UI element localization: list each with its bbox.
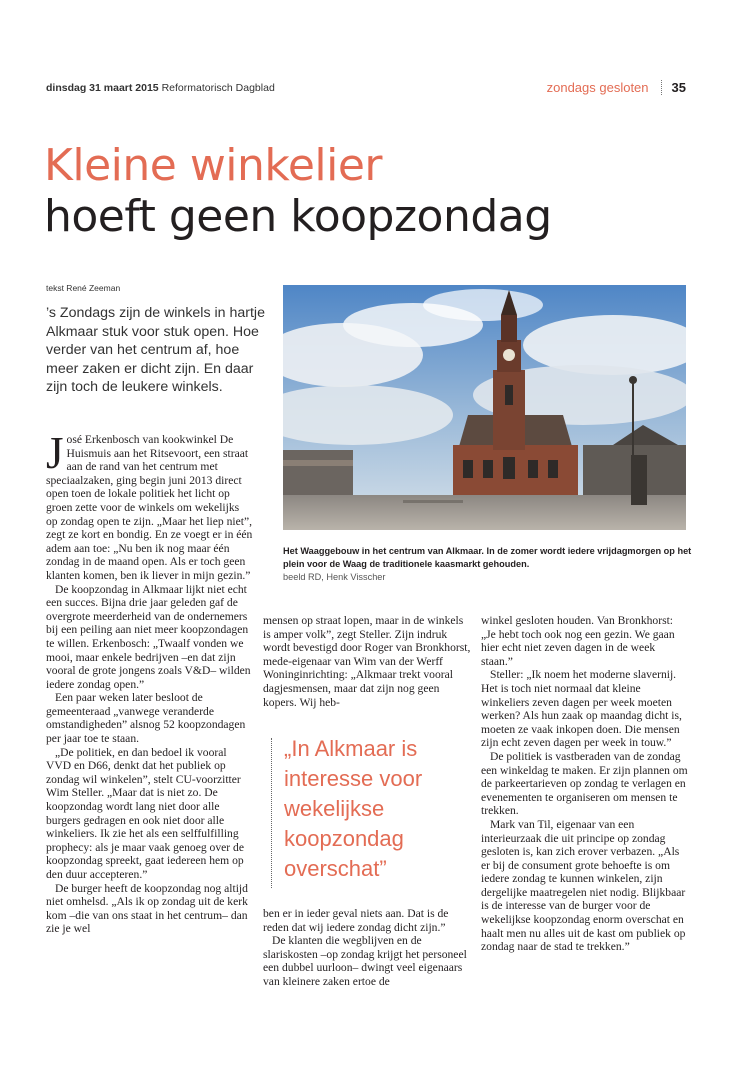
waaggebouw-photo xyxy=(283,285,686,530)
paragraph: De koopzondag in Alkmaar lijkt niet echt een succes. Bijna drie jaar geleden gaf de overgrote meerderheid van de ondernemers bij een peiling aan niet meer koopzondagen te willen. Erkenbosch: „Twaalf vonden we mooi, maar enkele bedrijven –en dat zijn vooral de grote jongens zoals V&D– wilden iedere zondag open.” xyxy=(46,582,251,691)
article-column-2-bottom xyxy=(263,907,473,989)
paragraph: Mark van Til, eigenaar van een interieurzaak die uit principe op zondag gesloten is, kan zich erover verbazen. „Als er bij de consument grote behoefte is om iedere zondag te kunnen winkelen, zijn dergelijke maatregelen niet nodig. Blijkbaar is de interesse van de burger voor de wekelijkse koopzondag enorm overschat en haalt men nu alles uit de kast om publiek op zondag naar de stad te trekken.” xyxy=(481,817,686,954)
headline-line-2: hoeft geen koopzondag xyxy=(44,191,552,242)
dateline xyxy=(46,82,275,94)
photo-illustration xyxy=(283,285,686,530)
paragraph: ben er in ieder geval niets aan. Dat is de reden dat wij iedere zondag dicht zijn.” xyxy=(263,907,449,934)
issue-date: dinsdag 31 maart 2015 xyxy=(46,82,159,94)
drop-cap: J xyxy=(46,428,64,478)
paragraph: mensen op straat lopen, maar in de winkels is amper volk”, zegt Steller. Zijn indruk wordt bevestigd door Roger van Bronkhorst, mede-eigenaar van Wim van der Werff Woninginrichting: „Alkmaar trekt vooral dagjesmensen, maar dat zijn nog geen kopers. Wij heb- xyxy=(263,614,471,709)
paragraph xyxy=(46,428,253,583)
caption-text: Het Waaggebouw in het centrum van Alkmaar. In de zomer wordt iedere vrijdagmorgen op het plein voor de Waag de traditionele kaasmarkt gehouden. xyxy=(283,546,692,569)
paragraph: „De politiek, en dan bedoel ik vooral VVD en D66, denkt dat het publiek op zondag wil winkelen”, stelt CU-voorzitter Wim Steller. „Maar dat is niet zo. De koopzondag wordt lang niet door alle burgers gedragen en ook niet door alle winkeliers. Ik zie het als een selffulfilling prophecy: als je maar vaak genoeg over de koopzondag spreekt, gaat iedereen hem op den duur accepteren.” xyxy=(46,745,244,881)
headline-line-1: Kleine winkelier xyxy=(44,140,383,191)
paragraph-text: osé Erkenbosch van kookwinkel De Huismuis aan het Ritsevoort, een straat aan de rand van het centrum met speciaalzaken, ging begin juni 2013 direct open toen de lokale politiek het licht op groen zette voor de winkels om wekelijks op zondag open te zijn. „Maar het liep niet”, zegt ze kort en bondig. En ze voegt er in één adem aan toe: „Nu ben ik nog maar één zondag in de maand open. Als er toch geen klanten komen, ben ik liever in mijn gezin.” xyxy=(46,433,253,582)
paragraph: De burger heeft de koopzondag nog altijd niet omhelsd. „Als ik op zondag uit de kerk kom –die van ons staat in het centrum– dan zie je wel xyxy=(46,881,248,936)
byline: tekst René Zeeman xyxy=(46,283,121,293)
header-divider xyxy=(661,80,662,95)
article-column-3 xyxy=(481,614,689,954)
article-column-1 xyxy=(46,428,253,936)
paragraph: Steller: „Ik noem het moderne slavernij. Het is toch niet normaal dat kleine winkeliers zeven dagen per week moeten werken? Als hun zaak op maandag dicht is, moeten ze vaak inkopen doen. Die mensen zijn echt zeven dagen per week in touw.” xyxy=(481,668,682,750)
photo-credit: beeld RD, Henk Visscher xyxy=(283,572,386,582)
publication-name: Reformatorisch Dagblad xyxy=(161,82,275,94)
paragraph: winkel gesloten houden. Van Bronkhorst: „Je hebt toch ook nog een gezin. We gaan hier echt niet zeven dagen in de week staan.” xyxy=(481,614,675,668)
intro-paragraph: ’s Zondags zijn de winkels in hartje Alkmaar stuk voor stuk open. Hoe verder van het centrum af, hoe meer zaken er dicht zijn. En daar zijn toch de leukere winkels. xyxy=(46,305,265,396)
pull-quote: „In Alkmaar is interesse voor wekelijkse koopzondag overschat” xyxy=(284,736,423,881)
section-label xyxy=(547,80,686,95)
paragraph: Een paar weken later besloot de gemeenteraad „vanwege veranderde omstandigheden” alsnog 52 koopzondagen per jaar toe te staan. xyxy=(46,691,246,746)
paragraph: De politiek is vastberaden van de zondag een winkeldag te maken. Er zijn plannen om de parkeertarieven op zondag te verlagen en evenementen te organiseren om mensen te trekken. xyxy=(481,749,688,818)
page-header xyxy=(46,80,686,96)
article-column-2-top xyxy=(263,614,473,709)
pullquote-rule xyxy=(271,738,272,888)
section-name: zondags gesloten xyxy=(546,80,649,95)
headline xyxy=(44,140,552,242)
page-number: 35 xyxy=(671,80,686,95)
paragraph: De klanten die wegblijven en de slariskosten –op zondag krijgt het personeel een dubbel uurloon– dwingt veel eigenaars van kleinere zaken ertoe de xyxy=(263,934,467,988)
photo-caption xyxy=(283,545,698,584)
